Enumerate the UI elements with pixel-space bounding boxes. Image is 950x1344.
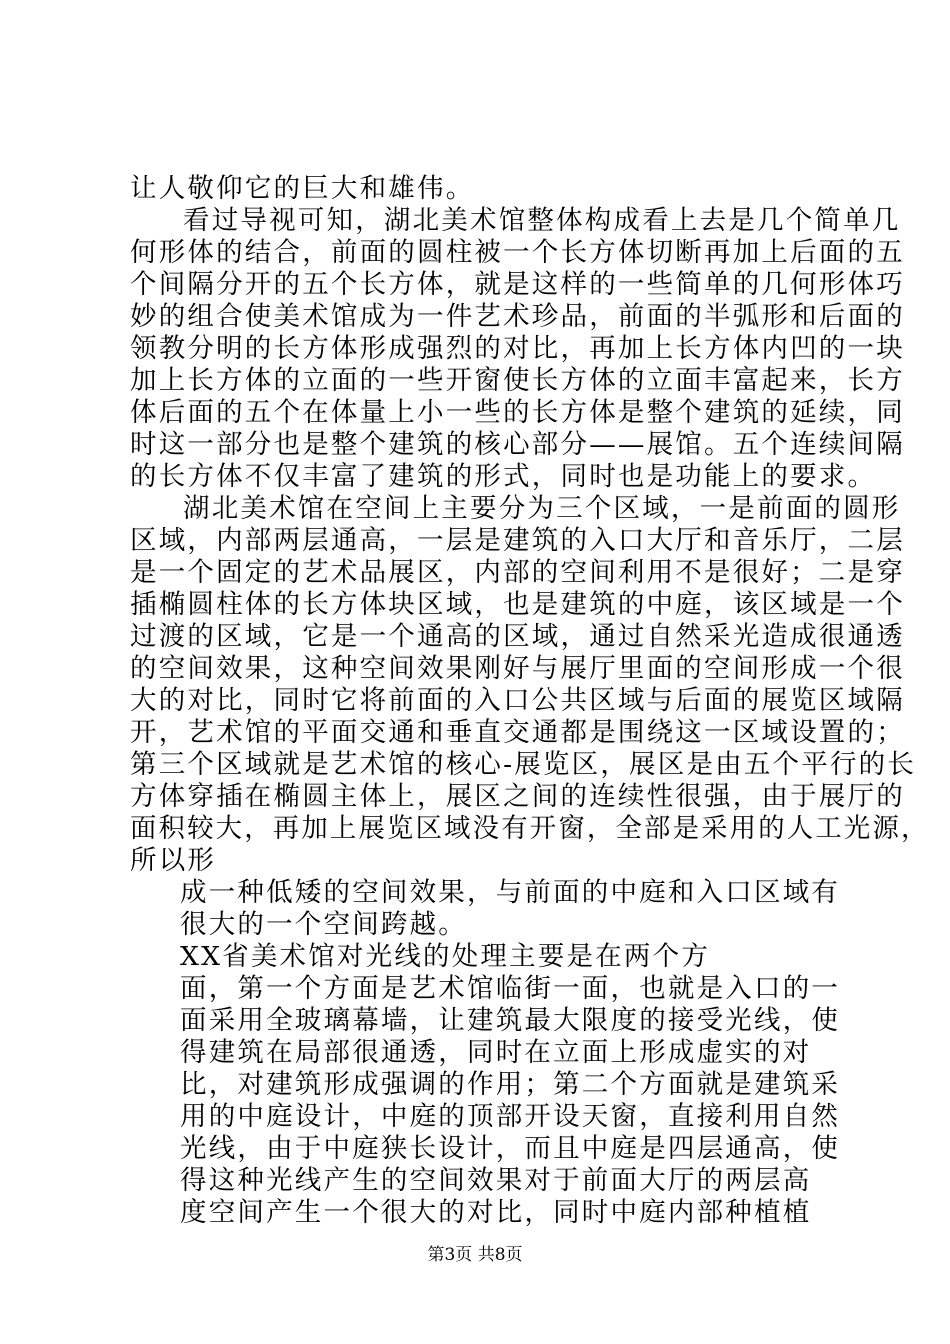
body-line: 湖北美术馆在空间上主要分为三个区域，一是前面的圆形 — [183, 493, 901, 524]
body-line: 是一个固定的艺术品展区，内部的空间利用不是很好；二是穿 — [130, 557, 905, 588]
body-line: 第三个区域就是艺术馆的核心-展览区，展区是由五个平行的长 — [130, 749, 917, 780]
body-line: 比，对建筑形成强调的作用；第二个方面就是建筑采 — [180, 1069, 841, 1100]
body-line: 方体穿插在椭圆主体上，展区之间的连续性很强，由于展厅的 — [130, 781, 905, 812]
body-line: 插椭圆柱体的长方体块区域，也是建筑的中庭，该区域是一个 — [130, 589, 905, 620]
body-line: 度空间产生一个很大的对比，同时中庭内部种植植 — [180, 1197, 812, 1228]
body-line: 得建筑在局部很通透，同时在立面上形成虚实的对 — [180, 1037, 812, 1068]
body-line: 面，第一个方面是艺术馆临街一面，也就是入口的一 — [180, 973, 841, 1004]
body-line: 的长方体不仅丰富了建筑的形式，同时也是功能上的要求。 — [130, 461, 877, 492]
body-line: 加上长方体的立面的一些开窗使长方体的立面丰富起来，长方 — [130, 365, 905, 396]
body-line: XX省美术馆对光线的处理主要是在两个方 — [180, 941, 711, 972]
body-line: 妙的组合使美术馆成为一件艺术珍品，前面的半弧形和后面的 — [130, 301, 905, 332]
body-line: 时这一部分也是整个建筑的核心部分——展馆。五个连续间隔 — [130, 429, 905, 460]
body-line: 成一种低矮的空间效果，与前面的中庭和入口区域有 — [180, 877, 841, 908]
page-number-footer: 第3页 共8页 — [427, 1245, 523, 1265]
body-line: 让人敬仰它的巨大和雄伟。 — [130, 173, 475, 204]
body-line: 得这种光线产生的空间效果对于前面大厅的两层高 — [180, 1165, 812, 1196]
body-line: 大的对比，同时它将前面的入口公共区域与后面的展览区域隔 — [130, 685, 905, 716]
body-line: 领教分明的长方体形成强烈的对比，再加上长方体内凹的一块 — [130, 333, 905, 364]
body-line: 区域，内部两层通高，一层是建筑的入口大厅和音乐厅，二层 — [130, 525, 905, 556]
body-line: 何形体的结合，前面的圆柱被一个长方体切断再加上后面的五 — [130, 237, 905, 268]
body-line: 过渡的区域，它是一个通高的区域，通过自然采光造成很通透 — [130, 621, 905, 652]
body-line: 个间隔分开的五个长方体，就是这样的一些简单的几何形体巧 — [130, 269, 905, 300]
body-line: 用的中庭设计，中庭的顶部开设天窗，直接利用自然 — [180, 1101, 841, 1132]
body-line: 体后面的五个在体量上小一些的长方体是整个建筑的延续，同 — [130, 397, 905, 428]
body-line: 所以形 — [130, 845, 217, 876]
body-line: 很大的一个空间跨越。 — [180, 909, 467, 940]
body-line: 面积较大，再加上展览区域没有开窗，全部是采用的人工光源， — [130, 813, 930, 844]
body-line: 开，艺术馆的平面交通和垂直交通都是围绕这一区域设置的； — [130, 717, 905, 748]
body-line: 的空间效果，这种空间效果刚好与展厅里面的空间形成一个很 — [130, 653, 905, 684]
body-line: 光线，由于中庭狭长设计，而且中庭是四层通高，使 — [180, 1133, 841, 1164]
body-line: 面采用全玻璃幕墙，让建筑最大限度的接受光线，使 — [180, 1005, 841, 1036]
body-line: 看过导视可知，湖北美术馆整体构成看上去是几个简单几 — [183, 205, 901, 236]
